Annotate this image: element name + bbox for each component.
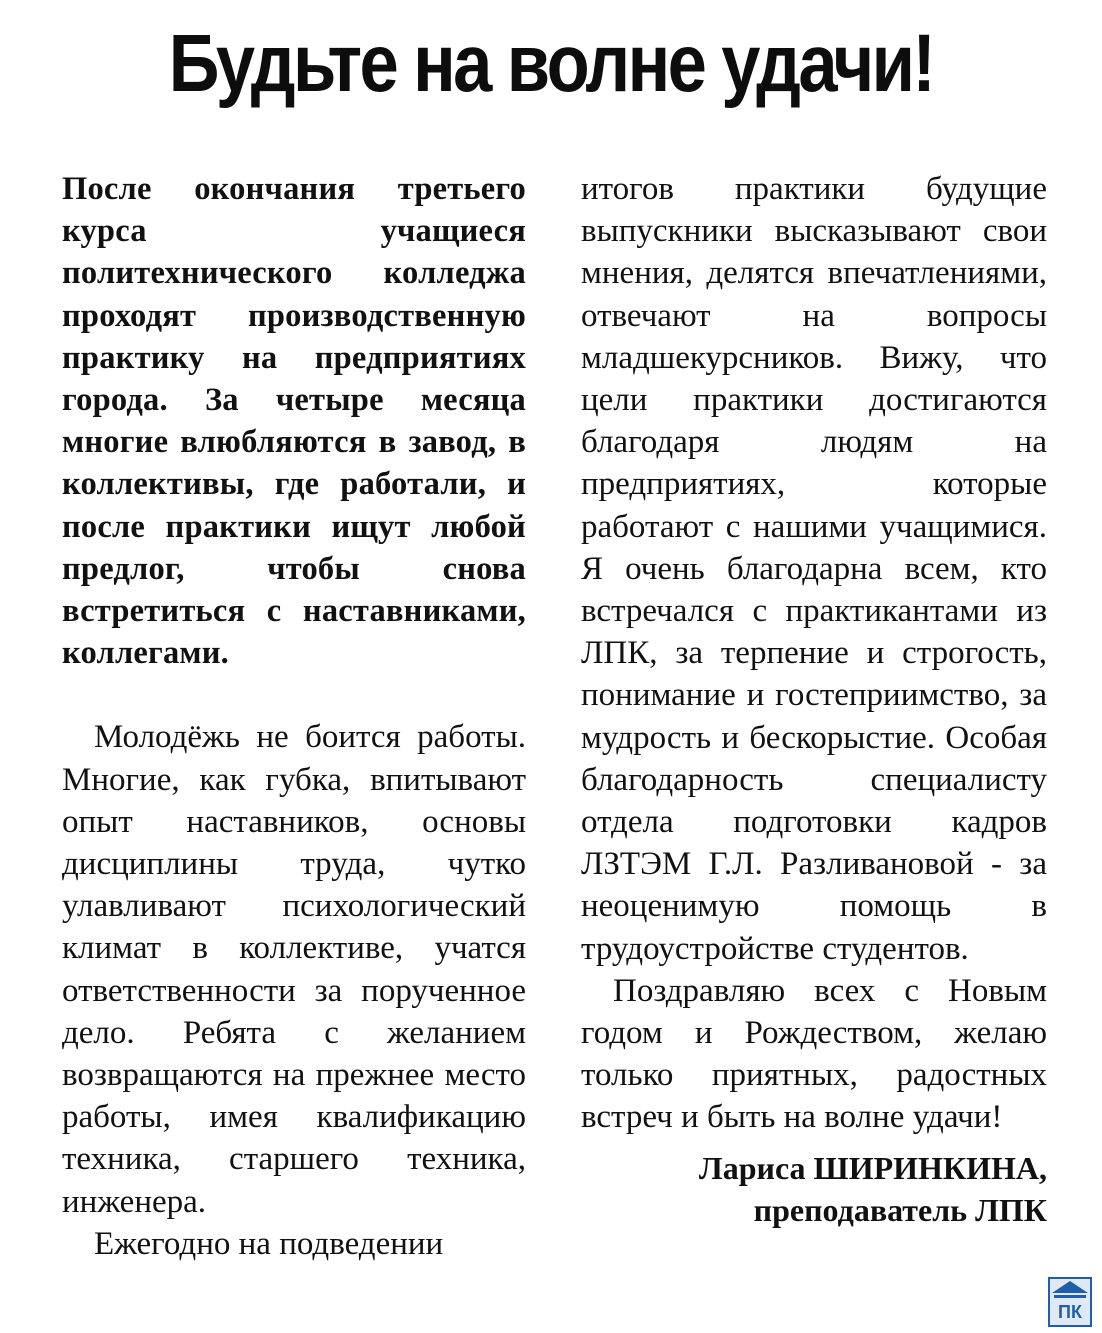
body-paragraph-2-start: Ежегодно на подведении xyxy=(94,1225,444,1262)
headline: Будьте на волне удачи! xyxy=(168,18,934,109)
left-column xyxy=(62,168,526,1265)
college-logo-icon xyxy=(1048,1277,1092,1327)
author-position: преподаватель ЛПК xyxy=(753,1191,1047,1228)
lead-paragraph: После окончания третьего курса учащиеся политехнического колледжа проходят производственную практику на предприятиях города. За четыре месяца многие влюбляются в завод, в коллективы, где работали, и после практики ищут любой предлог, чтобы снова встретиться с наставниками, коллегами. xyxy=(62,171,526,672)
body-paragraph-2-continued: итогов практики будущие выпускники высказывают свои мнения, делятся впечатлениями, отвечают на вопросы младшекурсников. Вижу, что цели практики достигаются благодаря людям на предприятиях, которые работают с нашими учащимися. Я очень благодарна всем, кто встречался с практикантами из ЛПК, за терпение и строгость, понимание и гостеприимство, за мудрость и бескорыстие. Особая благодарность специалисту отдела подготовки кадров ЛЗТЭМ Г.Л. Разливановой - за неоценимую помощь в трудоустройстве студентов. xyxy=(581,171,1047,967)
body-paragraph-3: Поздравляю всех с Новым годом и Рождеством, желаю только приятных, радостных встреч и быть на волне удачи! xyxy=(581,972,1047,1136)
logo-text: ПК xyxy=(1058,1302,1082,1322)
body-paragraph-1: Молодёжь не боится работы. Многие, как губка, впитывают опыт наставников, основы дисциплины труда, чутко улавливают психологический климат в коллективе, учатся ответственности за порученное дело. Ребята с желанием возвращаются на прежнее место работы, имея квалификацию техника, старшего техника, инженера. xyxy=(62,719,526,1220)
author-name: Лариса ШИРИНКИНА, xyxy=(698,1149,1047,1186)
signature xyxy=(581,1147,1047,1231)
right-column xyxy=(581,168,1047,1231)
